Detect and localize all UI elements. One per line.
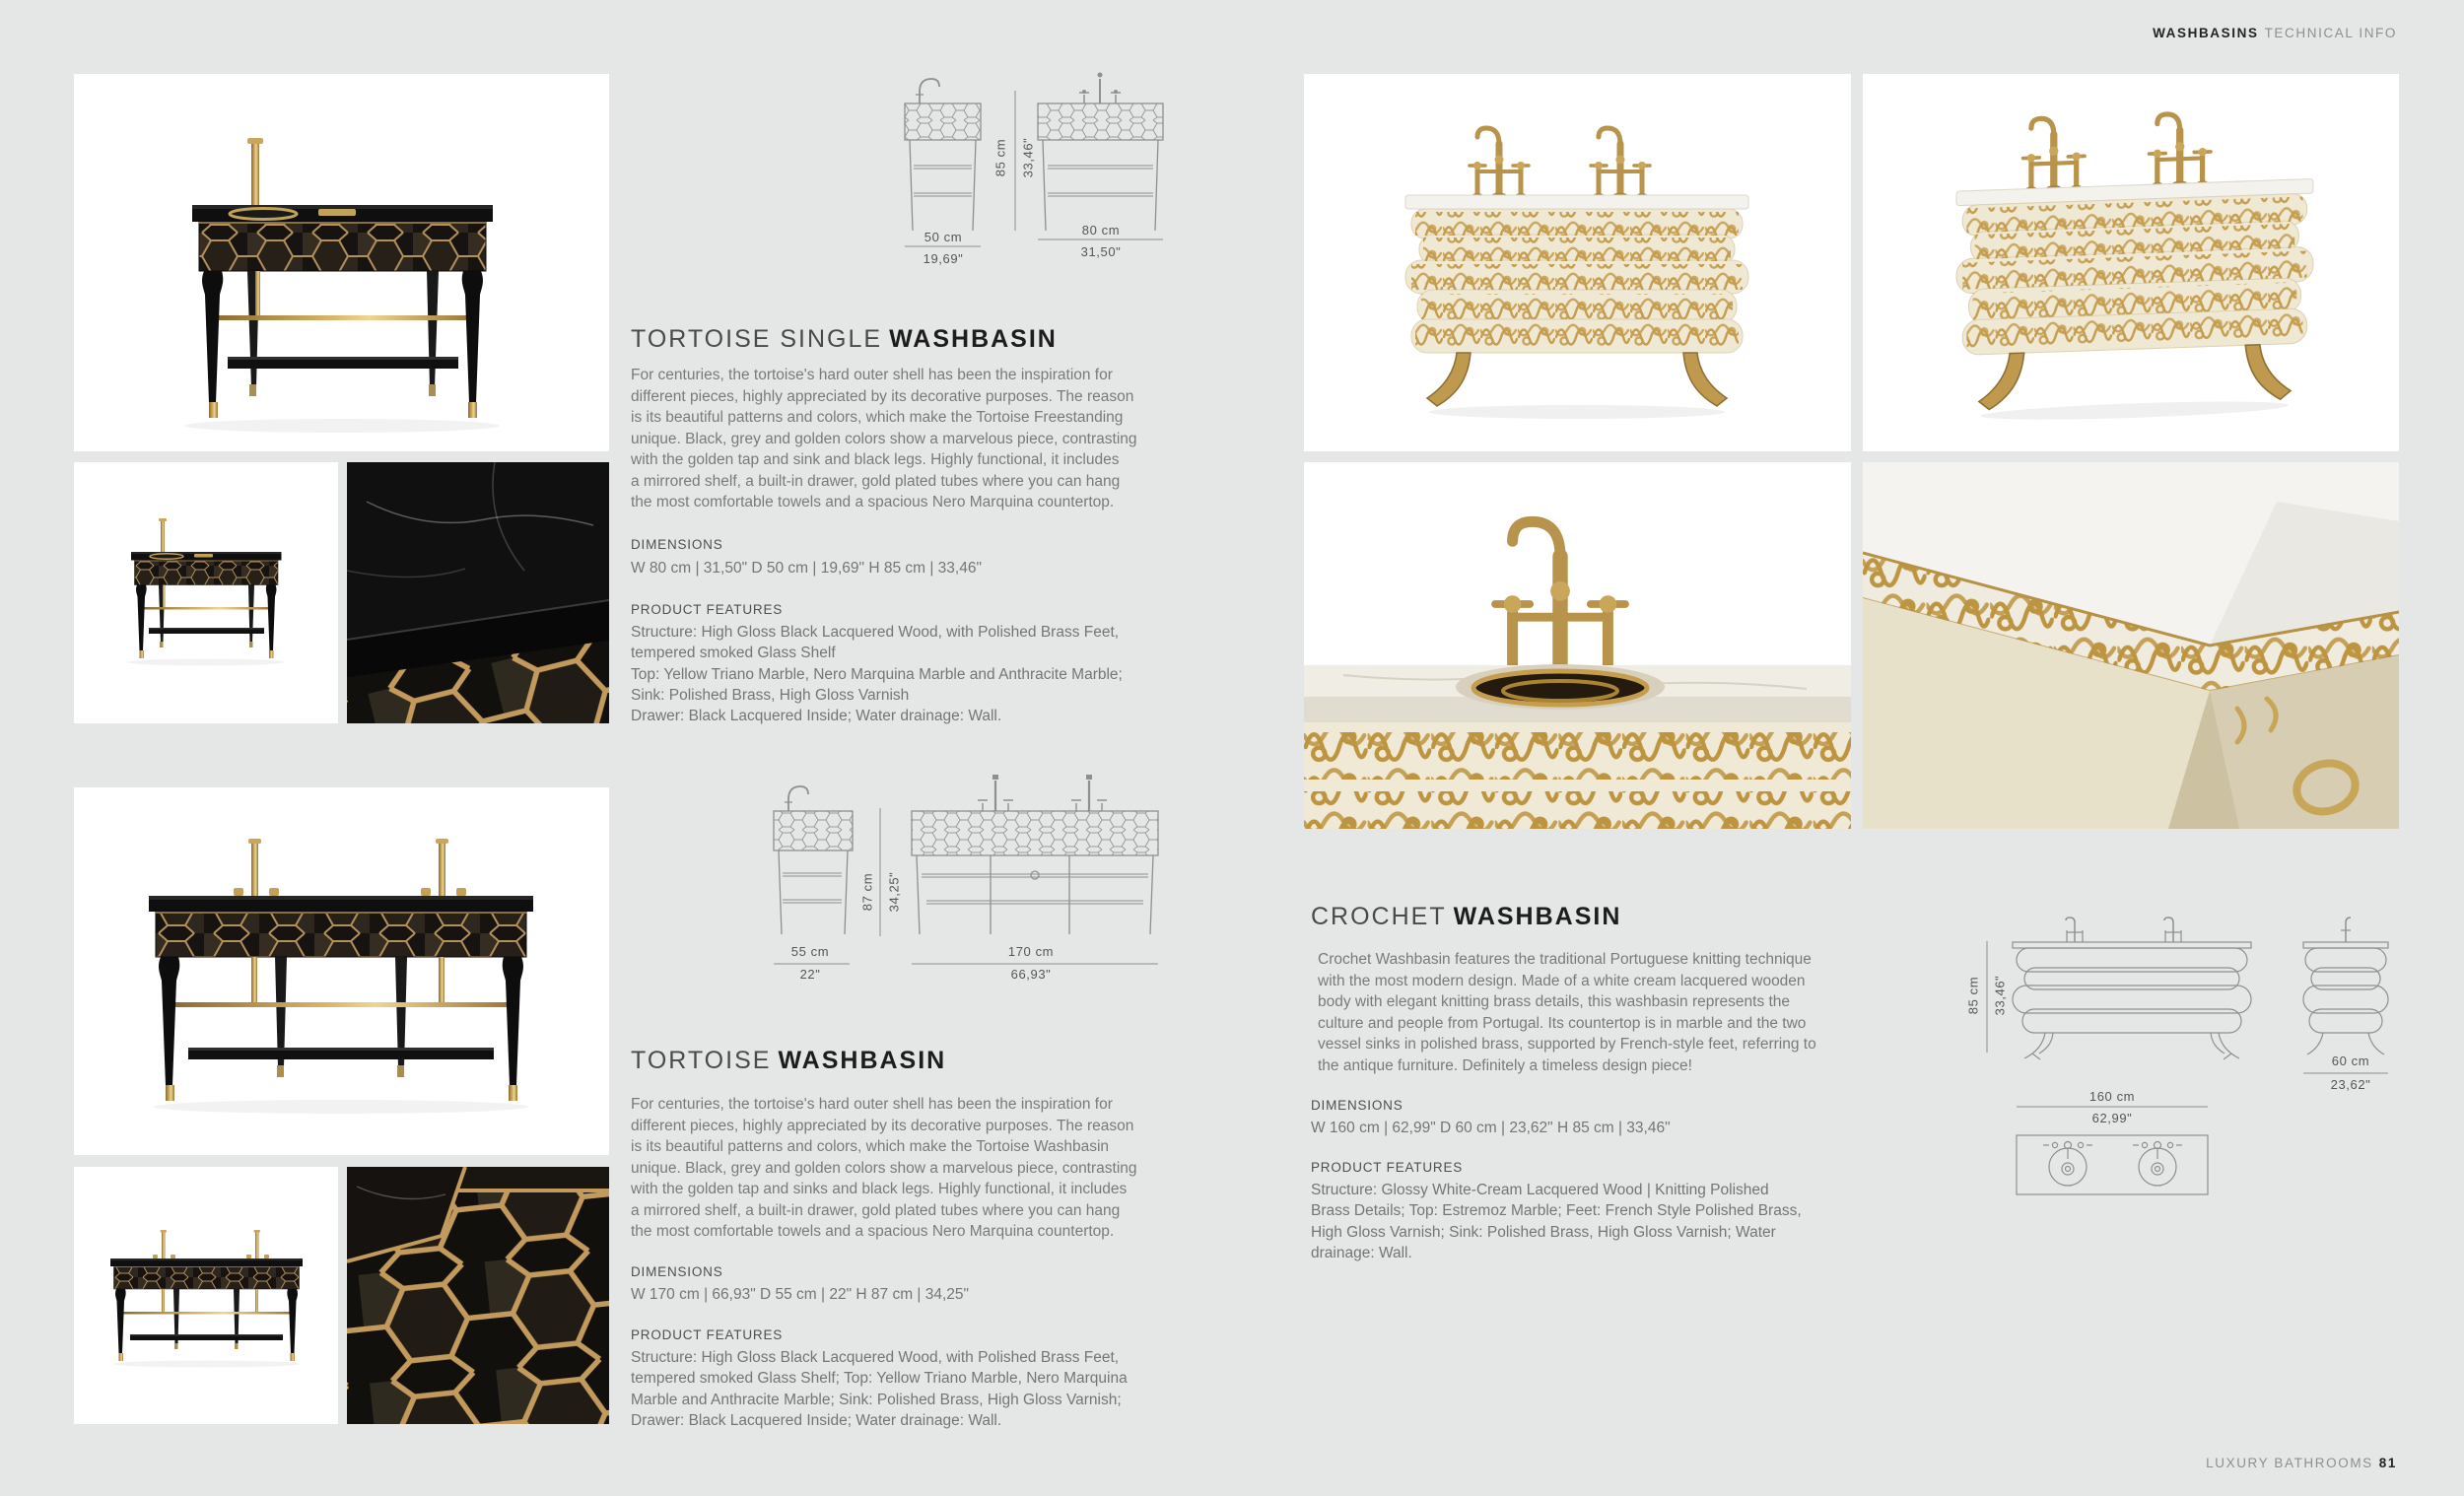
dim-depth-in: 19,69": [923, 251, 964, 266]
header-subtitle: TECHNICAL INFO: [2264, 26, 2397, 40]
features-label: PRODUCT FEATURES: [631, 602, 784, 617]
photo-tortoise-pattern-detail: [327, 1157, 643, 1443]
page-footer: [2206, 1456, 2397, 1470]
dim-width-cm: 80 cm: [1081, 223, 1121, 238]
dim-width-in: 31,50": [1080, 244, 1122, 259]
product-title-tortoise: TORTOISE WASHBASIN: [631, 1047, 947, 1074]
dim-width-cm: 160 cm: [2088, 1089, 2136, 1104]
dimensions-value: W 170 cm | 66,93" D 55 cm | 22" H 87 cm | 34,25": [631, 1286, 970, 1303]
photo-crochet-corner-detail: [1863, 462, 2399, 829]
dim-width-in: 62,99": [2091, 1111, 2133, 1125]
dim-height-cm: 85 cm: [1965, 976, 1981, 1015]
product-description-tortoise-single: For centuries, the tortoise's hard outer shell has been the inspiration for different pieces, highly appreciated by its decorative purposes. The reason is its beautiful patterns and colors, which make the Tortoise Freestanding unique. Black, grey and golden colors show a marvelous piece, contrasting with the golden tap and sink and black legs. Highly functional, it includes a mirrored shelf, a built-in drawer, gold plated tubes where you can hang the most comfortable towels and a spacious Nero Marquina countertop.: [631, 367, 1137, 510]
diagram-tortoise-double: [774, 775, 1158, 964]
dim-depth-cm: 50 cm: [924, 230, 963, 244]
photo-crochet-faucet-detail: [1304, 462, 1851, 829]
dimensions-label: DIMENSIONS: [631, 537, 723, 552]
page-header: [2153, 26, 2397, 40]
dim-depth-in: 23,62": [2330, 1077, 2371, 1092]
dimensions-value: W 80 cm | 31,50" D 50 cm | 19,69" H 85 cm | 33,46": [631, 560, 982, 577]
photo-crochet-front: [1304, 74, 1851, 451]
dim-depth-in: 22": [799, 967, 821, 982]
diagram-crochet: [1987, 918, 2388, 1194]
header-section-title: WASHBASINS: [2153, 26, 2259, 40]
dim-height-in: 33,46": [1020, 137, 1036, 178]
photo-tortoise-double-front: [74, 787, 609, 1155]
features-list: Structure: High Gloss Black Lacquered Wood, with Polished Brass Feet, tempered smoked Glass Shelf Top: Yellow Triano Marble, Nero Marquina Marble and Anthracite Marble; Sink: Polished Brass, High Gloss Varnish Drawer: Black Lacquered Inside; Water drainage: Wall.: [631, 624, 1123, 725]
features-label: PRODUCT FEATURES: [1311, 1160, 1464, 1175]
dim-depth-cm: 55 cm: [790, 944, 830, 959]
dim-height-cm: 85 cm: [992, 138, 1008, 177]
photo-tortoise-single-front: [74, 74, 609, 451]
photo-tortoise-marble-detail: [323, 462, 650, 779]
features-list: Structure: Glossy White-Cream Lacquered Wood | Knitting Polished Brass Details; Top: Estremoz Marble; Feet: French Style Polished Brass, High Gloss Varnish; Sink: Polished Brass, High Gloss Varnish; Water drainage: Wall.: [1311, 1182, 1802, 1261]
product-description-crochet: Crochet Washbasin features the traditional Portuguese knitting technique with the most modern design. Made of a white cream lacquered wooden body with elegant knitting brass details, this washbasin represents the culture and people from Portugal. Its countertop is in marble and the two vessel sinks in polished brass, supported by French-style feet, referring to the antique furniture. Definitely a timeless design piece!: [1318, 951, 1816, 1074]
page-number: 81: [2378, 1456, 2397, 1470]
dim-width-cm: 170 cm: [1007, 944, 1055, 959]
dimensions-label: DIMENSIONS: [631, 1264, 723, 1279]
dim-height-cm: 87 cm: [859, 872, 875, 912]
photo-tortoise-double-small: [74, 1167, 338, 1424]
dim-width-in: 66,93": [1010, 967, 1052, 982]
features-list: Structure: High Gloss Black Lacquered Wood, with Polished Brass Feet, tempered smoked Glass Shelf; Top: Yellow Triano Marble, Nero Marquina Marble and Anthracite Marble; Sink: Polished Brass, High Gloss Varnish; Drawer: Black Lacquered Inside; Water drainage: Wall.: [631, 1349, 1128, 1429]
photo-crochet-angled: [1863, 74, 2399, 451]
photo-tortoise-single-small: [74, 462, 338, 723]
footer-brand: LUXURY BATHROOMS: [2206, 1456, 2373, 1470]
dimensions-value: W 160 cm | 62,99" D 60 cm | 23,62" H 85 cm | 33,46": [1311, 1120, 1671, 1136]
dimensions-label: DIMENSIONS: [1311, 1098, 1403, 1113]
product-title-crochet: CROCHET WASHBASIN: [1311, 903, 1622, 930]
dim-height-in: 33,46": [1992, 975, 2008, 1016]
product-description-tortoise: For centuries, the tortoise's hard outer shell has been the inspiration for different pieces, highly appreciated by its decorative purposes. The reason is its beautiful patterns and colors, which make the Tortoise Washbasin unique. Black, grey and golden colors show a marvelous piece, contrasting with the golden tap and sinks and black legs. Highly functional, it includes a mirrored shelf, a built-in drawer, gold plated tubes where you can hang the most comfortable towels and a spacious Nero Marquina countertop.: [631, 1096, 1137, 1240]
features-label: PRODUCT FEATURES: [631, 1327, 784, 1342]
dim-height-in: 34,25": [886, 871, 902, 913]
product-title-tortoise-single: TORTOISE SINGLE WASHBASIN: [631, 325, 1058, 353]
dim-depth-cm: 60 cm: [2331, 1054, 2370, 1068]
